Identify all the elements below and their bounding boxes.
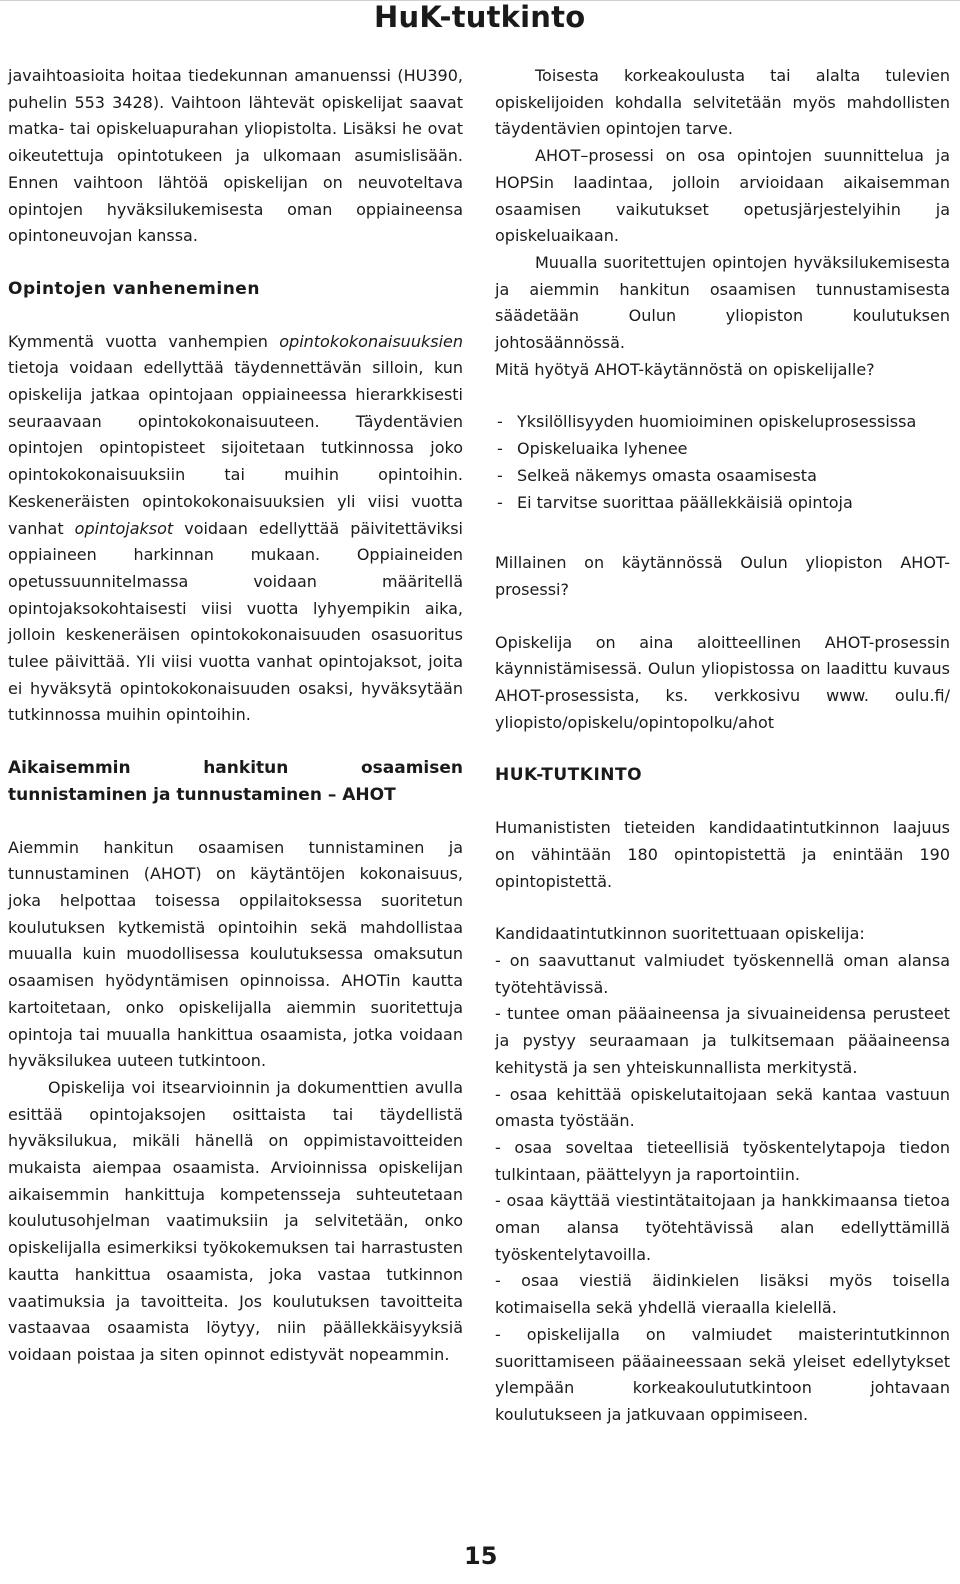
huk-paragraph: Humanististen tieteiden kandidaatintutkinnon laajuus on vähintään 180 opintopistettä ja enintään 190 opintopistettä. — [495, 818, 950, 891]
page-header-title: HuK-tutkinto — [374, 0, 586, 34]
benefits-question: Mitä hyötyä AHOT-käytännöstä on opiskelijalle? — [495, 359, 875, 379]
emphasis-term: opintokokonaisuuksien — [279, 331, 463, 351]
right-column — [495, 63, 950, 1429]
section-heading-huk-tutkinto: HUK-TUTKINTO — [495, 765, 643, 786]
emphasis-term: opintojaksot — [74, 518, 174, 538]
process-answer: Opiskelija on aina aloitteellinen AHOT-prosessin käynnistämisessä. Oulun yliopistossa on laadittu kuvaus AHOT-prosessista, ks. verkkosivu www. oulu.fi/ yliopisto/opiskelu/opintopolku/ahot — [495, 632, 950, 732]
list-item: - Ei tarvitse suorittaa päällekkäisiä opintoja — [497, 492, 853, 512]
outcomes-intro: Kandidaatintutkinnon suoritettuaan opiskelija: — [495, 924, 865, 944]
running-header — [0, 0, 960, 40]
section-heading-opintojen-vanheneminen: Opintojen vanheneminen — [8, 278, 260, 299]
right-paragraph-3: Muualla suoritettujen opintojen hyväksilukemisesta ja aiemmin hankitun osaamisen tunnustamisesta säädetään Oulun yliopiston koulutuksen johtosäännössä. — [495, 252, 950, 353]
list-item: - on saavuttanut valmiudet työskennellä oman alansa työtehtävissä. — [495, 950, 951, 997]
list-item: - Yksilöllisyyden huomioiminen opiskeluprosessissa — [497, 412, 917, 432]
list-item: - osaa viestiä äidinkielen lisäksi myös toisella kotimaisella sekä yhdellä vieraalla kielellä. — [495, 1271, 950, 1318]
benefits-list — [495, 409, 950, 516]
list-item: - Opiskeluaika lyhenee — [497, 439, 688, 459]
list-item: - osaa kehittää opiskelutaitojaan sekä kantaa vastuun omasta työstään. — [495, 1084, 950, 1131]
page-number: 15 — [464, 1542, 498, 1570]
list-item: - tuntee oman pääaineensa ja sivuaineidensa perusteet ja pystyy seuraamaan ja tulkitsemaan pääaineensa kehitystä ja sen yhteiskunnallista merkitystä. — [495, 1004, 951, 1077]
section-heading-ahot: Aikaisemmin hankitun osaamisen tunnistaminen ja tunnustaminen – AHOT — [8, 758, 463, 805]
list-item: - opiskelijalla on valmiudet maisterintutkinnon suorittamiseen pääaineessaan sekä yleiset edellytykset ylempään korkeakoulututkintoon johtavaan koulutukseen ja jatkuvaan oppimiseen. — [495, 1324, 950, 1424]
right-paragraph-1: Toisesta korkeakoulusta tai alalta tulevien opiskelijoiden kohdalla selvitetään myös mahdollisten täydentävien opintojen tarve. — [495, 66, 950, 139]
ahot-paragraph-1: Aiemmin hankitun osaamisen tunnistaminen ja tunnustaminen (AHOT) on käytäntöjen kokonaisuus, joka helpottaa toisessa oppilaitoksessa suoritetun koulutuksen kytkemistä opintoihin sekä mahdollistaa muualla kuin muodollisessa koulutuksessa omaksutun osaamisen hyödyntämisen opinnoissa. AHOTin kautta kartoitetaan, onko opiskelijalla aiemmin suoritettuja opintoja tai muualla hankittua osaamista, jotka voidaan hyväksilukea uuteen tutkintoon. — [8, 837, 463, 1071]
section1-paragraph: Kymmentä vuotta vanhempien opintokokonaisuuksien tietoja voidaan edellyttää täydennettävän silloin, kun opiskelija jatkaa opintojaan oppiaineessa hierarkkisesti seuraavaan opintokokonaisuuteen. Täydentävien opintojen opintopisteet sijoitetaan tutkinnossa joko opintokokonaisuuksiin tai muihin opintoihin. Keskeneräisten opintokokonaisuuksien yli viisi vuotta vanhat opintojaksot voidaan edellyttää päivitettäviksi oppiaineen harkinnan mukaan. Oppiaineiden opetussuunnitelmassa voidaan määritellä opintojaksokohtaisesti viisi vuotta lyhyempikin aika, jolloin keskeneräisen opintokokonaisuuden osasuoritus tulee päivittää. Yli viisi vuotta vanhat opintojaksot, joita ei hyväksytä opintokokonaisuuden osaksi, hyväksytään tutkinnossa muihin opintoihin. — [8, 331, 463, 725]
left-column — [8, 63, 463, 1369]
list-item: - Selkeä näkemys omasta osaamisesta — [497, 465, 817, 485]
intro-paragraph: javaihtoasioita hoitaa tiedekunnan amanuenssi (HU390, puhelin 553 3428). Vaihtoon lähtevät opiskelijat saavat matka- tai opiskeluapurahan yliopistolta. Lisäksi he ovat oikeutettuja opintotukeen ja ulkomaan asumislisään. Ennen vaihtoon lähtöä opiskelijan on neuvoteltava opintojen hyväksilukemisesta oman oppiaineensa opintoneuvojan kanssa. — [8, 66, 463, 246]
list-item: - osaa soveltaa tieteellisiä työskentelytapoja tiedon tulkintaan, päättelyyn ja raportointiin. — [495, 1137, 950, 1184]
right-paragraph-2: AHOT–prosessi on osa opintojen suunnittelua ja HOPSin laadintaa, jolloin arvioidaan aikaisemman osaamisen vaikutukset opetusjärjestelyihin ja opiskeluaikaan. — [495, 146, 950, 246]
list-item: - osaa käyttää viestintätaitojaan ja hankkimaansa tietoa oman alansa työtehtävissä alan edellyttämillä työskentelytavoilla. — [495, 1191, 951, 1264]
process-question: Millainen on käytännössä Oulun yliopiston AHOT-prosessi? — [495, 553, 950, 599]
ahot-paragraph-2: Opiskelija voi itsearvioinnin ja dokumenttien avulla esittää opintojaksojen osittaista tai täydellistä hyväksilukua, mikäli hänellä on oppimistavoitteiden mukaista aiempaa osaamista. Arvioinnissa opiskelijan aikaisemmin hankittuja kompetensseja suhteutetaan koulutusohjelman vaatimuksiin ja selvitetään, onko opiskelijalla esimerkiksi työkokemuksen tai harrastusten kautta hankittua osaamista, joka vastaa tutkinnon vaatimuksia ja tavoitteita. Jos koulutuksen tavoitteita vastaavaa osaamista löytyy, niin päällekkäisyyksiä voidaan poistaa ja siten opinnot edistyvät nopeammin. — [8, 1077, 463, 1364]
